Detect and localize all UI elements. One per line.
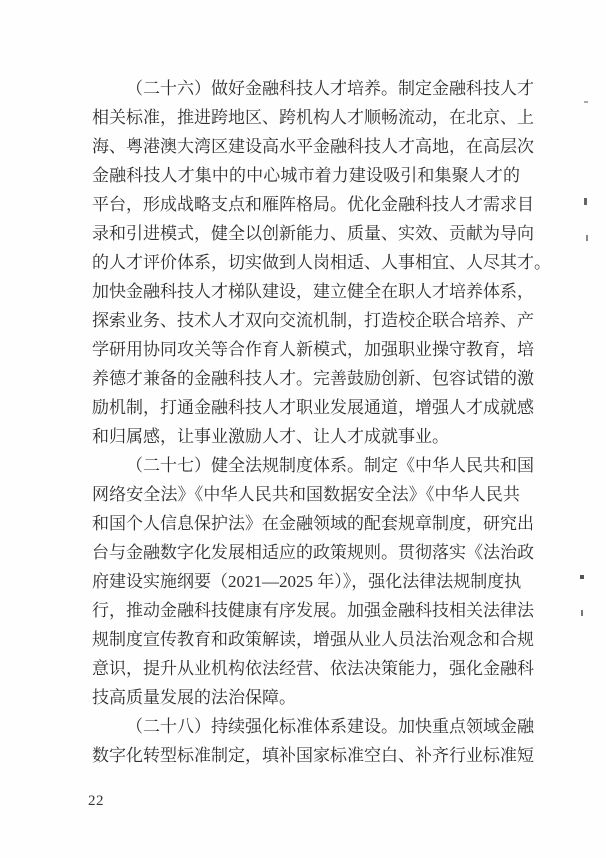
text-line: 探索业务、技术人才双向交流机制，打造校企联合培养、产 xyxy=(92,311,534,330)
scan-speck xyxy=(584,198,587,205)
text-line: 和国个人信息保护法》在金融领域的配套规章制度，研究出 xyxy=(92,514,534,533)
scan-speck xyxy=(586,235,588,241)
text-line: 相关标准，推进跨地区、跨机构人才顺畅流动，在北京、上 xyxy=(92,108,534,127)
text-line: 海、粤港澳大湾区建设高水平金融科技人才高地，在高层次 xyxy=(92,137,534,156)
page-number: 22 xyxy=(88,793,104,809)
text-line: 和归属感，让事业激励人才、让人才成就事业。 xyxy=(92,427,449,446)
text-line: （二十八）持续强化标准体系建设。加快重点领域金融 xyxy=(126,717,534,736)
text-line: （二十七）健全法规制度体系。制定《中华人民共和国 xyxy=(126,456,534,475)
scan-speck xyxy=(581,610,583,616)
text-line: 技高质量发展的法治保障。 xyxy=(92,688,296,707)
text-line: 平台，形成战略支点和雁阵格局。优化金融科技人才需求目 xyxy=(92,195,534,214)
text-line: 数字化转型标准制定，填补国家标准空白、补齐行业标准短 xyxy=(92,746,534,765)
text-line: 加快金融科技人才梯队建设，建立健全在职人才培养体系， xyxy=(92,282,534,301)
text-line: 台与金融数字化发展相适应的政策规则。贯彻落实《法治政 xyxy=(92,543,534,562)
text-line: 意识，提升从业机构依法经营、依法决策能力，强化金融科 xyxy=(92,659,534,678)
text-line: 网络安全法》《中华人民共和国数据安全法》《中华人民共 xyxy=(92,485,520,504)
text-line: 规制度宣传教育和政策解读，增强从业人员法治观念和合规 xyxy=(92,630,534,649)
text-line: 学研用协同攻关等合作育人新模式，加强职业操守教育，培 xyxy=(92,340,534,359)
scan-speck xyxy=(580,575,584,579)
text-line: 行，推动金融科技健康有序发展。加强金融科技相关法律法 xyxy=(92,601,534,620)
text-line: 励机制，打通金融科技人才职业发展通道，增强人才成就感 xyxy=(92,398,534,417)
text-line: 的人才评价体系，切实做到人岗相适、人事相宜、人尽其才。 xyxy=(92,253,551,272)
text-line: 养德才兼备的金融科技人才。完善鼓励创新、包容试错的激 xyxy=(92,369,534,388)
scan-speck xyxy=(584,101,588,103)
text-block xyxy=(92,74,551,770)
text-line: （二十六）做好金融科技人才培养。制定金融科技人才 xyxy=(126,79,534,98)
text-line: 金融科技人才集中的中心城市着力建设吸引和集聚人才的 xyxy=(92,166,520,185)
text-line: 录和引进模式，健全以创新能力、质量、实效、贡献为导向 xyxy=(92,224,534,243)
text-line: 府建设实施纲要（2021—2025 年）》，强化法律法规制度执 xyxy=(92,572,522,591)
